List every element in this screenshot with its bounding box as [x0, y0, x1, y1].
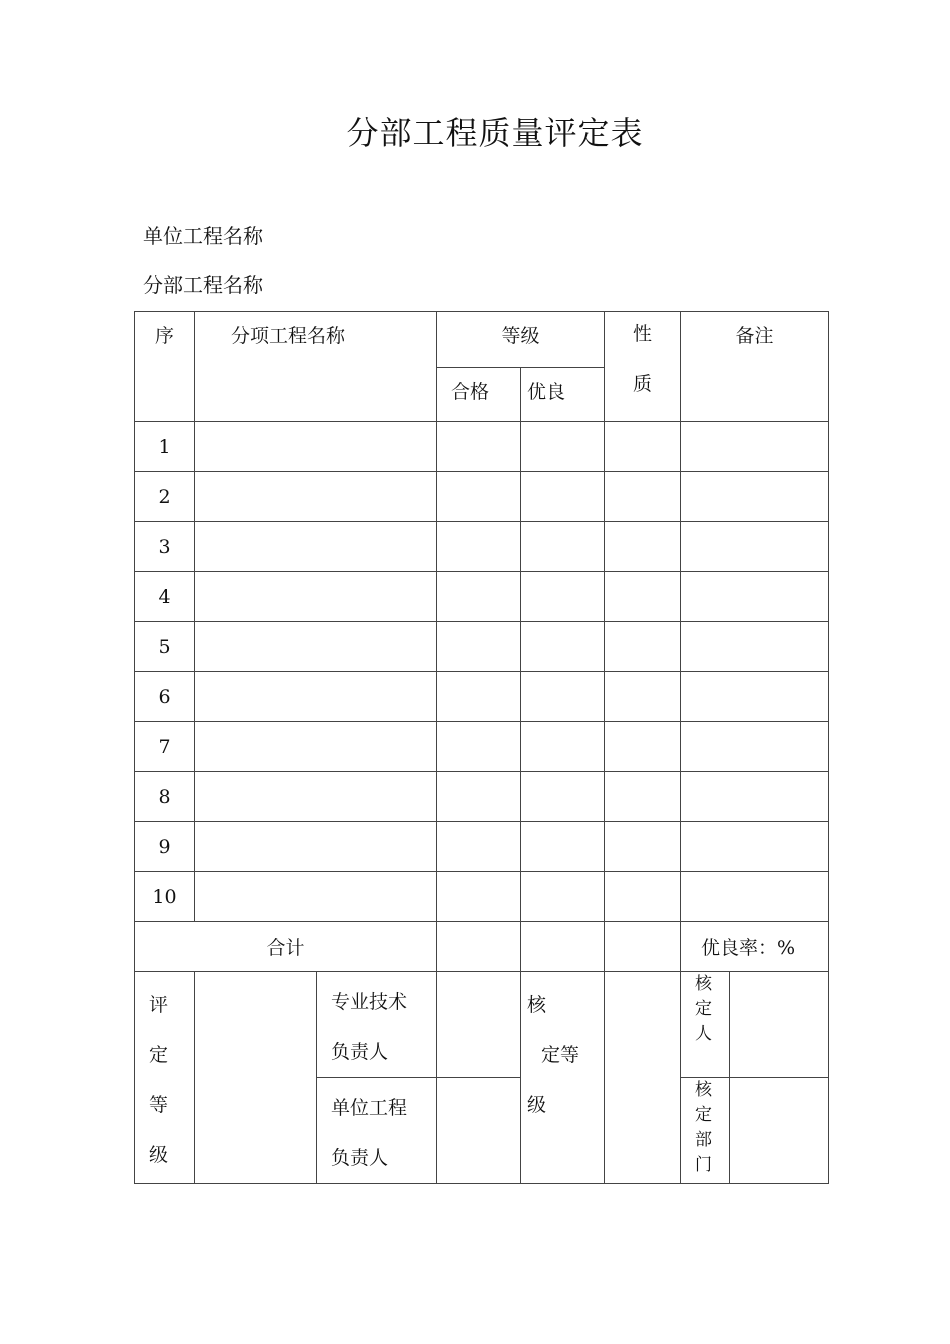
- table-row: [135, 472, 829, 522]
- header-seq: 序: [135, 312, 195, 422]
- verify-grade-line-3: 级: [527, 1094, 547, 1116]
- eval-grade-char-3: 等: [149, 1094, 169, 1116]
- tech-lead-sign: [437, 972, 521, 1078]
- verify-dept-sign: [730, 1078, 829, 1184]
- item-name-cell: [195, 872, 437, 922]
- row-index: 9: [135, 822, 195, 872]
- verifier-char-3: 人: [695, 1024, 713, 1044]
- verify-dept-char-1: 核: [695, 1080, 713, 1100]
- pass-cell: [437, 872, 521, 922]
- row-index: 4: [135, 572, 195, 622]
- nature-cell: [605, 472, 681, 522]
- excellent-rate: 优良率：%: [681, 922, 829, 972]
- table-row: [135, 572, 829, 622]
- part-project-label: 分部工程名称: [143, 273, 263, 297]
- excellent-cell: [521, 672, 605, 722]
- nature-cell: [605, 422, 681, 472]
- excellent-cell: [521, 472, 605, 522]
- total-nature-cell: [605, 922, 681, 972]
- nature-cell: [605, 622, 681, 672]
- tech-lead-label: [317, 972, 437, 1078]
- pass-cell: [437, 722, 521, 772]
- excellent-cell: [521, 572, 605, 622]
- excellent-cell: [521, 522, 605, 572]
- row-index: 1: [135, 422, 195, 472]
- verify-dept-char-2: 定: [695, 1105, 713, 1125]
- tech-lead-line-1: 专业技术: [331, 991, 408, 1013]
- nature-cell: [605, 722, 681, 772]
- eval-grade-value: [195, 972, 317, 1184]
- excellent-cell: [521, 422, 605, 472]
- remark-cell: [681, 572, 829, 622]
- row-index: 10: [135, 872, 195, 922]
- verify-dept-label: [681, 1078, 730, 1184]
- verify-dept-char-4: 门: [695, 1155, 713, 1175]
- page-title: 分部工程质量评定表: [346, 114, 644, 152]
- quality-table: [134, 311, 829, 1184]
- item-name-cell: [195, 722, 437, 772]
- row-index: 3: [135, 522, 195, 572]
- header-item-name: 分项工程名称: [195, 312, 437, 422]
- verifier-char-1: 核: [695, 974, 713, 994]
- nature-cell: [605, 822, 681, 872]
- total-label: 合计: [135, 922, 437, 972]
- total-excellent-cell: [521, 922, 605, 972]
- item-name-cell: [195, 472, 437, 522]
- unit-lead-sign: [437, 1078, 521, 1184]
- verify-grade-line-1: 核: [527, 994, 547, 1016]
- pass-cell: [437, 422, 521, 472]
- row-index: 7: [135, 722, 195, 772]
- remark-cell: [681, 522, 829, 572]
- table-row: [135, 722, 829, 772]
- excellent-cell: [521, 772, 605, 822]
- eval-grade-char-2: 定: [149, 1044, 169, 1066]
- table-row: [135, 822, 829, 872]
- nature-cell: [605, 572, 681, 622]
- table-row: [135, 622, 829, 672]
- eval-grade-label: [135, 972, 195, 1184]
- remark-cell: [681, 622, 829, 672]
- header-nature-2: 质: [633, 373, 653, 395]
- verifier-char-2: 定: [695, 999, 713, 1019]
- header-pass: 合格: [437, 367, 521, 421]
- tech-lead-line-2: 负责人: [331, 1041, 389, 1063]
- row-index: 2: [135, 472, 195, 522]
- verifier-sign: [730, 972, 829, 1078]
- item-name-cell: [195, 772, 437, 822]
- verify-grade-line-2: 定等: [541, 1044, 580, 1066]
- row-index: 6: [135, 672, 195, 722]
- eval-grade-char-1: 评: [149, 994, 169, 1016]
- table-row: [135, 772, 829, 822]
- header-nature: [605, 312, 681, 422]
- item-name-cell: [195, 522, 437, 572]
- total-pass-cell: [437, 922, 521, 972]
- excellent-cell: [521, 622, 605, 672]
- item-name-cell: [195, 622, 437, 672]
- pass-cell: [437, 572, 521, 622]
- pass-cell: [437, 522, 521, 572]
- unit-project-label: 单位工程名称: [143, 224, 263, 248]
- eval-grade-char-4: 级: [149, 1144, 169, 1166]
- row-index: 8: [135, 772, 195, 822]
- pass-cell: [437, 622, 521, 672]
- verify-grade-value: [605, 972, 681, 1184]
- header-remark: 备注: [681, 312, 829, 422]
- unit-lead-line-1: 单位工程: [331, 1097, 408, 1119]
- excellent-cell: [521, 822, 605, 872]
- remark-cell: [681, 772, 829, 822]
- verify-dept-char-3: 部: [695, 1130, 713, 1150]
- pass-cell: [437, 472, 521, 522]
- remark-cell: [681, 472, 829, 522]
- remark-cell: [681, 672, 829, 722]
- pass-cell: [437, 822, 521, 872]
- table-row: [135, 422, 829, 472]
- data-rows: [135, 422, 829, 922]
- verifier-label: [681, 972, 730, 1078]
- nature-cell: [605, 672, 681, 722]
- row-index: 5: [135, 622, 195, 672]
- unit-lead-line-2: 负责人: [331, 1147, 389, 1169]
- remark-cell: [681, 722, 829, 772]
- verify-grade-label: [521, 972, 605, 1184]
- pass-cell: [437, 672, 521, 722]
- table-row: [135, 672, 829, 722]
- excellent-cell: [521, 722, 605, 772]
- nature-cell: [605, 772, 681, 822]
- item-name-cell: [195, 822, 437, 872]
- table-row: [135, 522, 829, 572]
- pass-cell: [437, 772, 521, 822]
- remark-cell: [681, 422, 829, 472]
- item-name-cell: [195, 672, 437, 722]
- nature-cell: [605, 872, 681, 922]
- header-grade: 等级: [437, 312, 605, 368]
- table-row: [135, 872, 829, 922]
- header-nature-1: 性: [633, 323, 653, 345]
- item-name-cell: [195, 422, 437, 472]
- nature-cell: [605, 522, 681, 572]
- unit-lead-label: [317, 1078, 437, 1184]
- item-name-cell: [195, 572, 437, 622]
- remark-cell: [681, 872, 829, 922]
- header-excellent: 优良: [521, 367, 605, 421]
- remark-cell: [681, 822, 829, 872]
- excellent-cell: [521, 872, 605, 922]
